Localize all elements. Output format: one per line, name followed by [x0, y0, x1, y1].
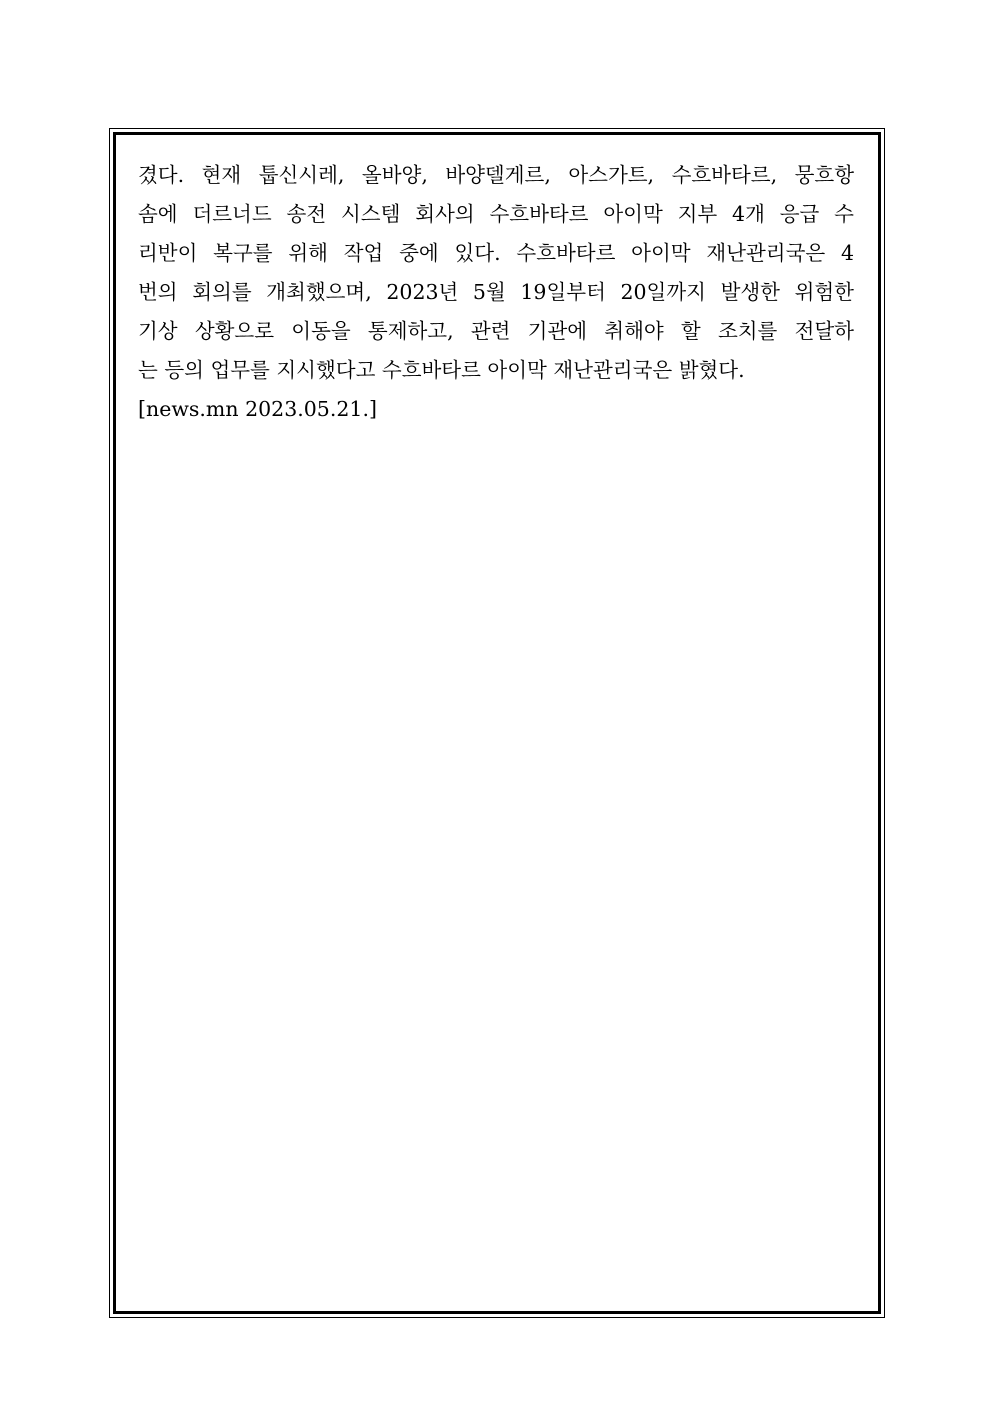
article-body: [138, 156, 854, 429]
article-line-3: 리반이 복구를 위해 작업 중에 있다. 수흐바타르 아이막 재난관리국은 4: [138, 241, 854, 265]
article-line-2: 솜에 더르너드 송전 시스템 회사의 수흐바타르 아이막 지부 4개 응급 수: [138, 202, 854, 226]
article-line-1: 겼다. 현재 툽신시레, 올바양, 바양델게르, 아스가트, 수흐바타르, 뭉흐항: [138, 163, 854, 187]
article-line-4: 번의 회의를 개최했으며, 2023년 5월 19일부터 20일까지 발생한 위험한: [138, 280, 854, 304]
article-line-6: 는 등의 업무를 지시했다고 수흐바타르 아이막 재난관리국은 밝혔다.: [138, 358, 745, 382]
article-source: [news.mn 2023.05.21.]: [138, 397, 377, 421]
article-line-5: 기상 상황으로 이동을 통제하고, 관련 기관에 취해야 할 조치를 전달하: [138, 319, 854, 343]
